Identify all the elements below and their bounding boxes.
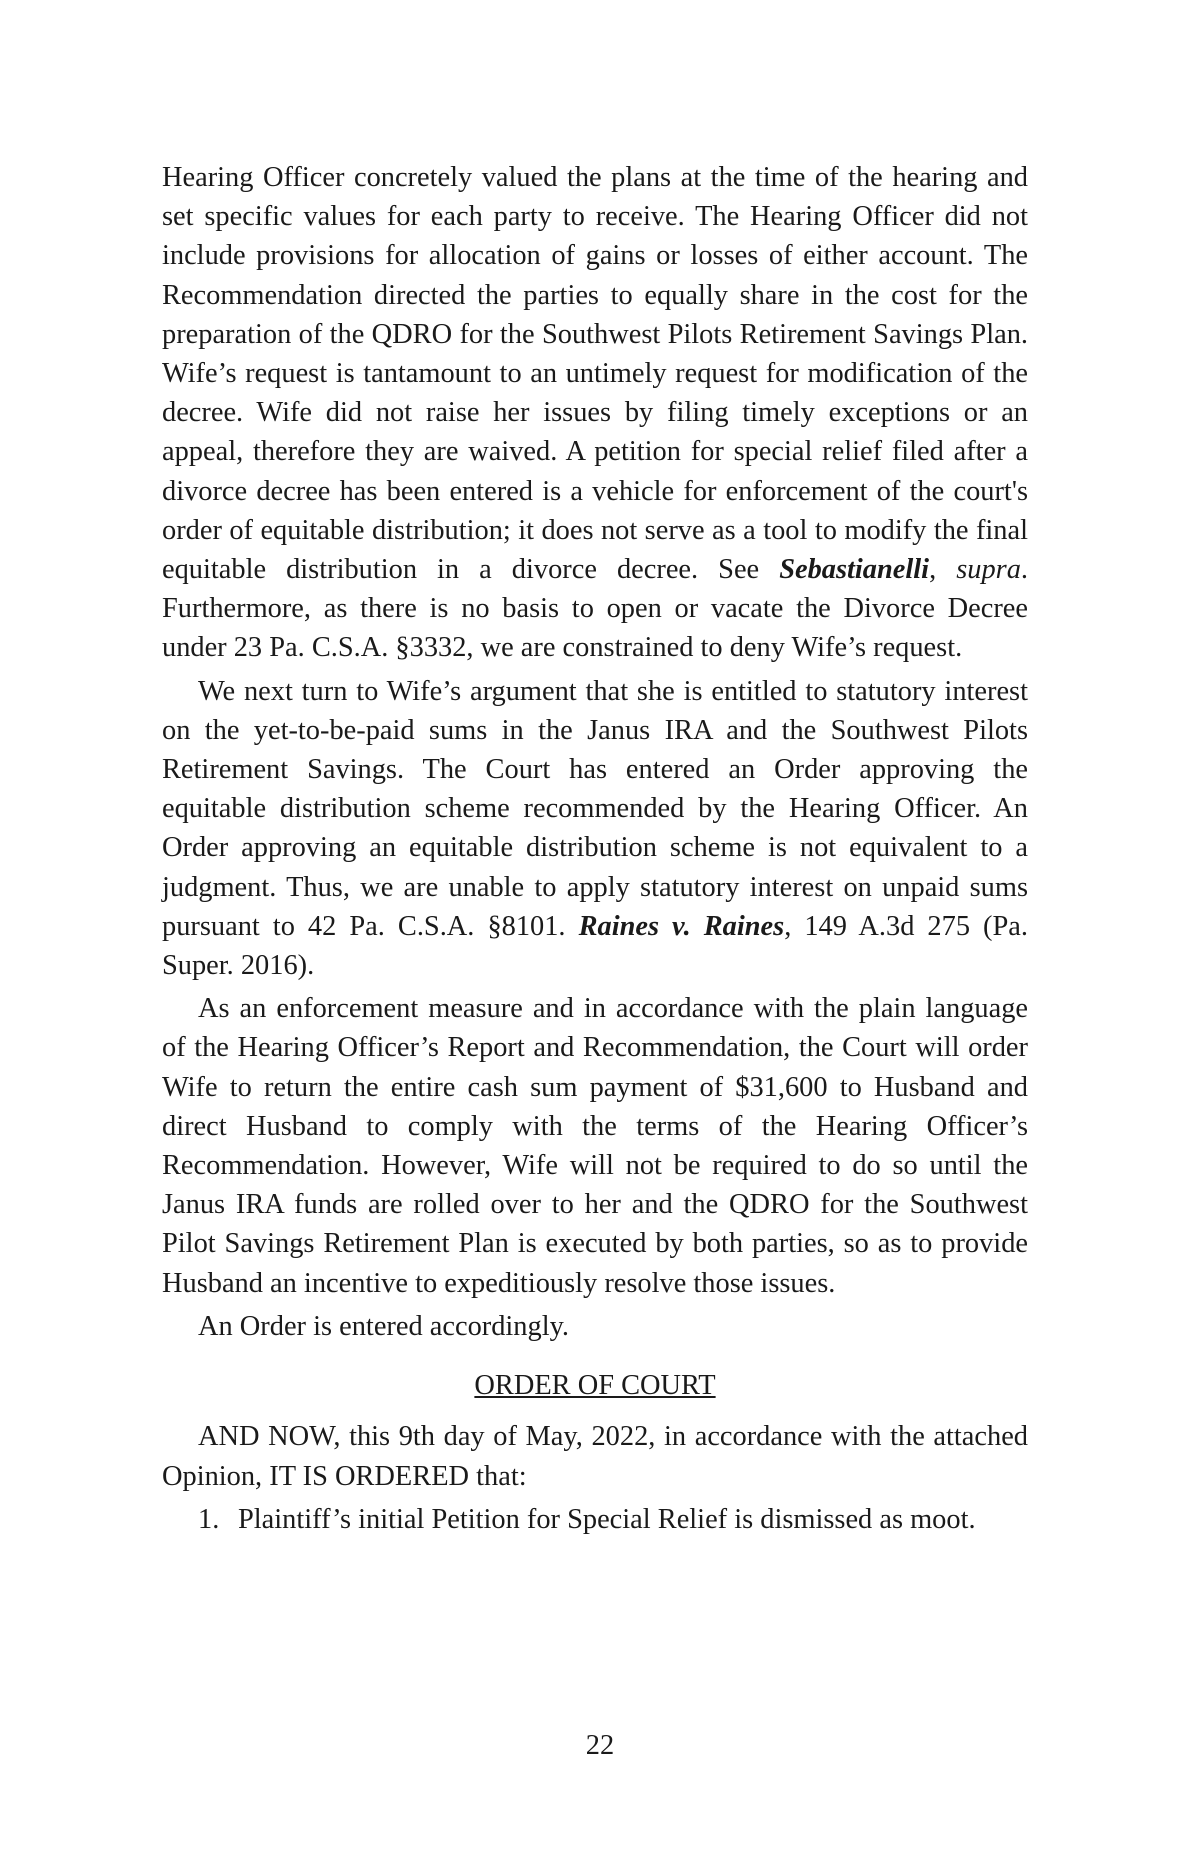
paragraph-enforcement: As an enforcement measure and in accordance with the plain language of the Hearing Officer’s Report and Recommendation, the Court will order Wife to return the entire cash sum payment of $31,600 to Husband and direct Husband to comply with the terms of the Hearing Officer’s Recommendation. However, Wife will not be required to do so until the Janus IRA funds are rolled over to her and the QDRO for the Southwest Pilot Savings Retirement Plan is executed by both parties, so as to provide Husband an incentive to expeditiously resolve those issues. — [162, 993, 1028, 1299]
paragraph-text: We next turn to Wife’s argument that she is entitled to statutory interest on the yet-to-be-paid sums in the Janus IRA and the Southwest Pilots Retirement Savings. The Court has entered an Order approving the equitable distribution scheme recommended by the Hearing Officer. An Order approving an equitable distribution scheme is not equivalent to a judgment. Thus, we are unable to apply statutory interest on unpaid sums pursuant to 42 Pa. C.S.A. §8101. — [162, 675, 1028, 942]
page-number: 22 — [585, 1730, 615, 1761]
paragraph-statutory-interest — [162, 672, 1028, 986]
citation-signal: supra — [956, 554, 1021, 586]
paragraph-conclusion: An Order is entered accordingly. — [198, 1310, 570, 1342]
list-item — [162, 1500, 1028, 1539]
list-item-text: Plaintiff’s initial Petition for Special Relief is dismissed as moot. — [238, 1503, 976, 1535]
paragraph-continuation — [162, 158, 1028, 668]
paragraph-text: Hearing Officer concretely valued the plans at the time of the hearing and set specific values for each party to receive. The Hearing Officer did not include provisions for allocation of gains or losses of either account. The Recommendation directed the parties to equally share in the cost for the preparation of the QDRO for the Southwest Pilots Retirement Savings Plan. Wife’s request is tantamount to an untimely request for modification of the decree. Wife did not raise her issues by filing timely exceptions or an appeal, therefore they are waived. A petition for special relief filed after a divorce decree has been entered is a vehicle for enforcement of the court's order of equitable distribution; it does not serve as a tool to modify the final equitable distribution in a divorce decree. See — [162, 162, 1028, 586]
order-list — [162, 1500, 1028, 1539]
list-item-number: 1. — [198, 1503, 220, 1535]
order-heading: ORDER OF COURT — [474, 1370, 716, 1402]
order-intro: AND NOW, this 9th day of May, 2022, in accordance with the attached Opinion, IT IS ORDERED that: — [162, 1421, 1028, 1492]
citation-separator: , — [929, 554, 957, 586]
paragraph-text: , 149 A.3d 275 (Pa. Super. 2016). — [162, 910, 1028, 982]
page-body — [162, 158, 1028, 1539]
case-citation: Sebastianelli — [779, 554, 930, 586]
case-citation: Raines v. Raines — [578, 910, 785, 942]
paragraph-text: . Furthermore, as there is no basis to open or vacate the Divorce Decree under 23 Pa. C.S.A. §3332, we are constrained to deny Wife’s request. — [162, 554, 1028, 664]
